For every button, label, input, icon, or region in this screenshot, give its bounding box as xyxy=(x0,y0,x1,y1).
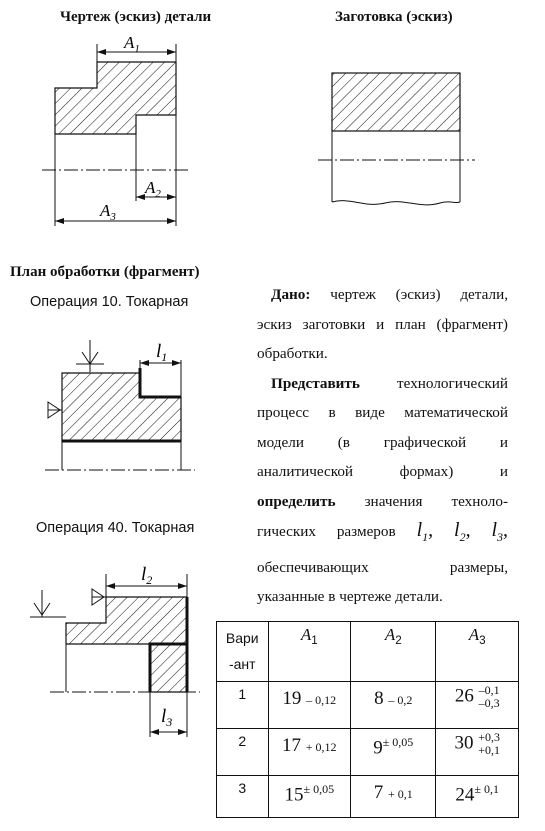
present-label: Представить xyxy=(271,374,360,392)
dim-l1-label: $l_1$ xyxy=(156,341,168,364)
determine-label: определить xyxy=(257,492,336,510)
op40-title: Операция 40. Токарная xyxy=(36,520,195,536)
given-label: Дано: xyxy=(271,286,311,303)
datum-symbol-op40-side xyxy=(92,589,106,605)
table-row: 1 19 – 0,12 8 – 0,2 26 –0,1 –0,3 xyxy=(217,682,519,729)
datum-symbol-top xyxy=(76,340,104,372)
variant-header: Вари -ант xyxy=(225,630,259,672)
dim-l2-label: $l_2$ xyxy=(141,564,153,587)
dim-a2-label: $A_2$ xyxy=(145,178,161,200)
blank-section xyxy=(332,73,460,131)
variants-table xyxy=(216,621,519,818)
part-drawing-title: Чертеж (эскиз) детали xyxy=(60,9,212,25)
dim-a1-label: $A_1$ xyxy=(124,33,140,55)
plan-title: План обработки (фрагмент) xyxy=(10,264,200,280)
dim-l3-label: $l_3$ xyxy=(161,706,173,729)
table-row: 3 $15^{\pm 0,05}$ 7 + 0,1 $24^{\pm 0,1}$ xyxy=(217,776,519,818)
op40-section xyxy=(66,597,187,692)
datum-symbol-side xyxy=(48,402,62,418)
part-section xyxy=(55,62,176,134)
op10-section xyxy=(62,373,181,441)
op10-title: Операция 10. Токарная xyxy=(30,294,189,310)
datum-symbol-op40-left xyxy=(30,590,66,617)
col-a1-header: $A_1$ xyxy=(300,625,318,647)
table-header-row xyxy=(217,622,519,682)
task-description: Дано: чертеж (эскиз) детали, эскиз заготовки и план (фрагмент) обработки. Представить технологический процесс в виде математической модели (в графической и аналитической формах) и определить значения техноло- гических размеров $l_1$, $l_2$, $l_3$, обеспечивающих размеры, указанные в чертеже детали. xyxy=(257,286,509,605)
col-a3-header: $A_3$ xyxy=(468,625,486,647)
dim-a3-label: $A_3$ xyxy=(100,201,116,223)
table-row: 2 17 + 0,12 $9^{\pm 0,05}$ 30 +0,3 +0,1 xyxy=(217,729,519,776)
sizes-line: гических размеров $l_1$, $l_2$, $l_3$, xyxy=(257,519,509,544)
col-a2-header: $A_2$ xyxy=(384,625,402,647)
blank-drawing-title: Заготовка (эскиз) xyxy=(335,9,453,25)
